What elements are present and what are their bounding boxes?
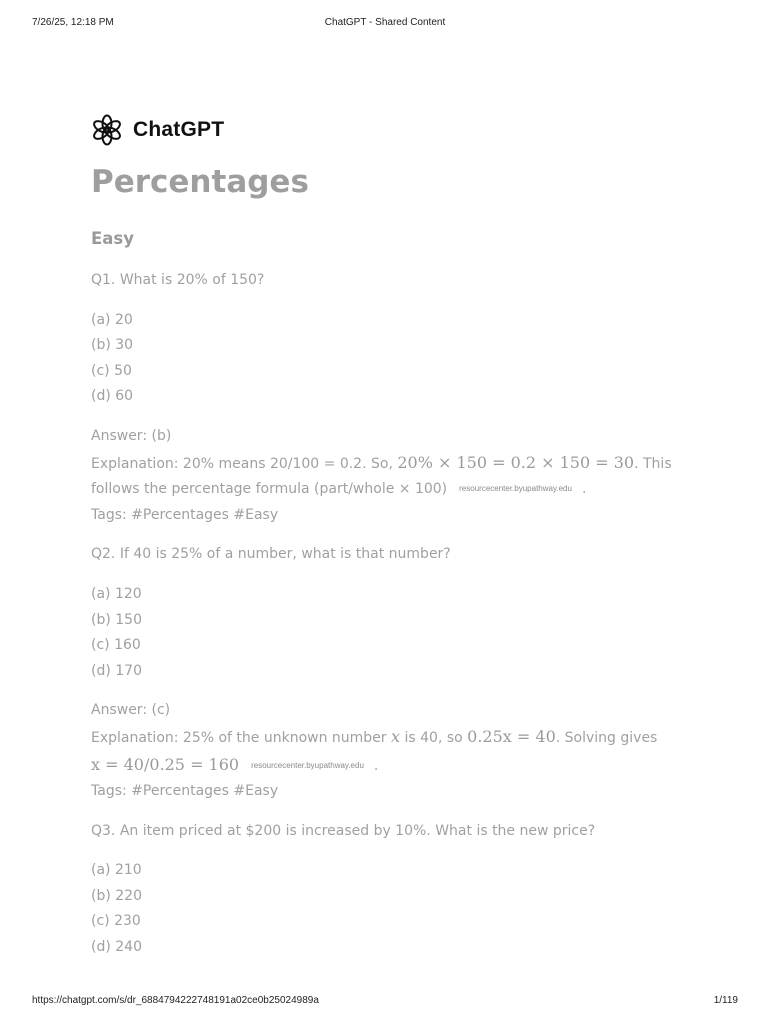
source-citation-link[interactable]: resourcecenter.byupathway.edu [459,484,572,494]
explanation-text: . [373,757,379,774]
document-content [91,114,671,975]
explanation-text: Explanation: 20% means 20/100 = 0.2. So, [91,455,398,472]
option-d: (d) 170 [91,662,142,679]
options-list [91,308,671,410]
page-title: Percentages [91,164,309,200]
option-d: (d) 60 [91,388,134,405]
section-heading-easy: Easy [91,229,134,248]
question-block-q3 [91,819,671,961]
option-a: (a) 20 [91,311,133,328]
brand-header [91,114,671,146]
option-a: (a) 120 [91,585,142,602]
page-counter: 1/119 [713,995,738,1006]
explanation-text: follows the percentage formula (part/whole × 100) [91,481,448,498]
options-list [91,858,671,960]
answer-text: Answer: (b) [91,427,172,444]
explanation-text: . [581,481,587,498]
explanation-text: . This [634,455,672,472]
explanation-var [391,727,400,746]
answer-block [91,424,671,528]
print-header [32,17,738,31]
option-c: (c) 160 [91,637,141,654]
question-text: Q2. If 40 is 25% of a number, what is that number? [91,546,451,563]
option-a: (a) 210 [91,862,142,879]
option-b: (b) 30 [91,337,134,354]
option-d: (d) 240 [91,939,142,956]
explanation-math: x = 40/0.25 = 160 [91,754,240,774]
option-b: (b) 150 [91,611,142,628]
explanation-line [91,477,671,503]
print-timestamp: 7/26/25, 12:18 PM [32,17,114,28]
source-citation-link[interactable]: resourcecenter.byupathway.edu [251,760,364,770]
explanation-text: . Solving gives [555,729,658,746]
tags-text: Tags: #Percentages #Easy [91,783,279,800]
answer-text: Answer: (c) [91,702,171,719]
explanation-text: is 40, so [400,729,468,746]
tags-text: Tags: #Percentages #Easy [91,506,279,523]
question-text: Q3. An item priced at $200 is increased by 10%. What is the new price? [91,822,596,839]
explanation-math: 20% × 150 = 0.2 × 150 = 30 [397,452,635,472]
explanation-text: Explanation: 25% of the unknown number [91,729,392,746]
question-text: Q1. What is 20% of 150? [91,272,265,288]
explanation-line [91,724,671,752]
print-url: https://chatgpt.com/s/dr_6884794222748191a02ce0b25024989a [32,995,319,1006]
options-list [91,582,671,684]
explanation-math: 0.25x = 40 [467,726,556,746]
option-c: (c) 50 [91,362,132,379]
brand-name: ChatGPT [133,118,225,141]
openai-logo-icon [91,114,123,146]
print-footer [32,995,738,1009]
explanation-line [91,752,671,780]
explanation-line [91,450,671,478]
question-block-q2 [91,542,671,804]
option-c: (c) 230 [91,913,141,930]
print-doc-title: ChatGPT - Shared Content [324,17,446,28]
option-b: (b) 220 [91,887,142,904]
answer-block [91,698,671,804]
question-block-q1 [91,268,671,528]
math-variable: x [391,726,401,746]
